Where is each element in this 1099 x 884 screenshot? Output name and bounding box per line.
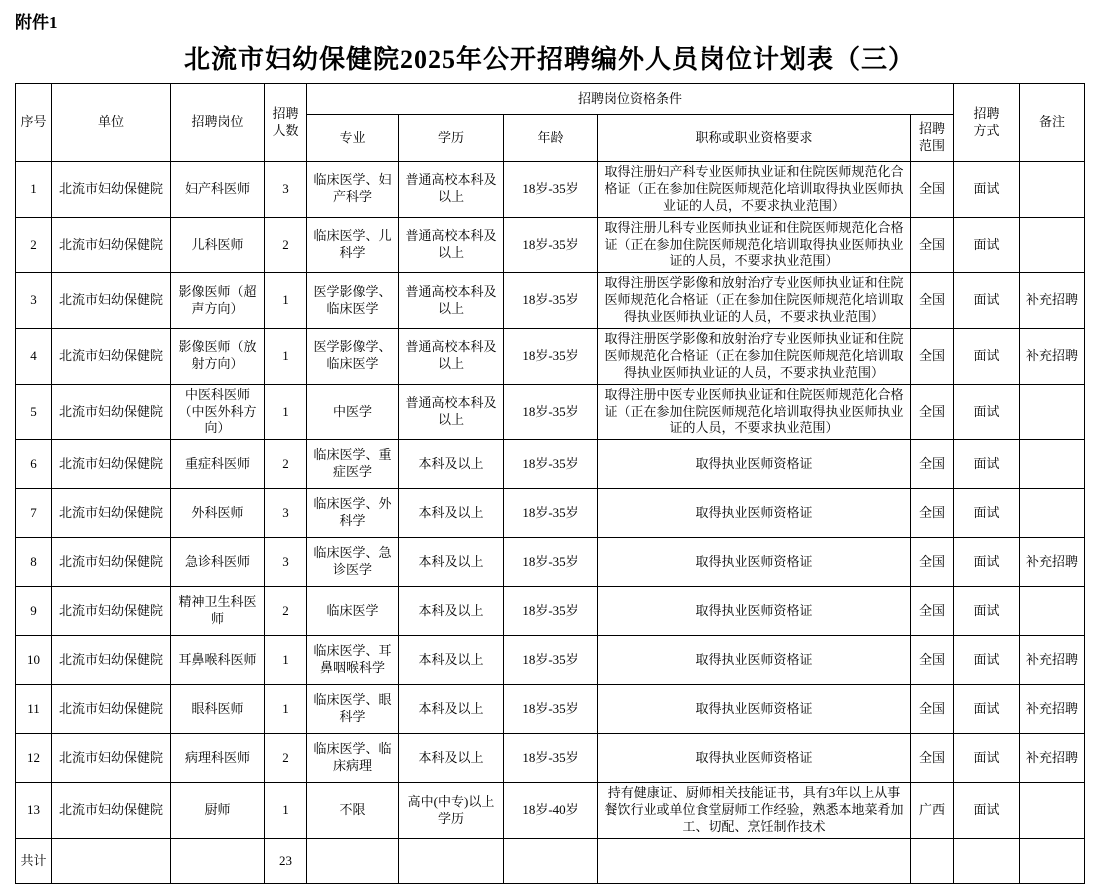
cell-unit: 北流市妇幼保健院 [52,217,171,273]
cell-education: 普通高校本科及以上 [399,217,504,273]
page-title: 北流市妇幼保健院2025年公开招聘编外人员岗位计划表（三） [183,45,915,74]
cell-note: 补充招聘 [1020,685,1085,734]
cell-scope: 全国 [911,162,954,218]
header-scope [911,115,954,162]
cell-age: 18岁-35岁 [504,162,598,218]
table-footer [16,839,1085,884]
total-post-cell [171,839,265,884]
cell-scope: 全国 [911,440,954,489]
table-row [16,162,1085,218]
cell-major: 临床医学、眼科学 [307,685,399,734]
header-method [954,84,1020,162]
cell-serial: 1 [16,162,52,218]
header-count [265,84,307,162]
cell-serial: 11 [16,685,52,734]
header-note: 备注 [1020,84,1085,162]
cell-scope: 全国 [911,636,954,685]
cell-count: 1 [265,384,307,440]
cell-post: 耳鼻喉科医师 [171,636,265,685]
cell-method: 面试 [954,489,1020,538]
cell-education: 本科及以上 [399,636,504,685]
cell-count: 1 [265,273,307,329]
cell-major: 临床医学、耳鼻咽喉科学 [307,636,399,685]
table-row [16,783,1085,839]
cell-serial: 12 [16,734,52,783]
cell-unit: 北流市妇幼保健院 [52,685,171,734]
total-scope-cell [911,839,954,884]
cell-note: 补充招聘 [1020,273,1085,329]
cell-unit: 北流市妇幼保健院 [52,489,171,538]
cell-serial: 4 [16,329,52,385]
table-row [16,734,1085,783]
total-requirement-cell [598,839,911,884]
cell-post: 精神卫生科医师 [171,587,265,636]
cell-education: 本科及以上 [399,489,504,538]
cell-post: 中医科医师（中医外科方向） [171,384,265,440]
header-count-label: 招聘人数 [272,105,299,138]
cell-post: 急诊科医师 [171,538,265,587]
header-row-group [16,84,1085,115]
total-note-cell [1020,839,1085,884]
cell-age: 18岁-40岁 [504,783,598,839]
cell-scope: 广西 [911,783,954,839]
cell-age: 18岁-35岁 [504,587,598,636]
cell-serial: 6 [16,440,52,489]
cell-serial: 7 [16,489,52,538]
cell-unit: 北流市妇幼保健院 [52,440,171,489]
cell-major: 临床医学、重症医学 [307,440,399,489]
cell-requirement: 取得注册儿科专业医师执业证和住院医师规范化合格证（正在参加住院医师规范化培训取得执业医师执业证的人员，不要求执业范围） [598,217,911,273]
cell-scope: 全国 [911,384,954,440]
table-row [16,587,1085,636]
cell-age: 18岁-35岁 [504,489,598,538]
cell-count: 2 [265,587,307,636]
cell-serial: 2 [16,217,52,273]
cell-note [1020,440,1085,489]
cell-post: 病理科医师 [171,734,265,783]
recruitment-plan-table [15,83,1085,884]
header-post: 招聘岗位 [171,84,265,162]
cell-requirement: 取得执业医师资格证 [598,734,911,783]
cell-note [1020,162,1085,218]
total-count-cell: 23 [265,839,307,884]
cell-unit: 北流市妇幼保健院 [52,273,171,329]
cell-age: 18岁-35岁 [504,329,598,385]
table-body [16,162,1085,839]
cell-count: 3 [265,489,307,538]
header-education: 学历 [399,115,504,162]
cell-major: 临床医学 [307,587,399,636]
table-header [16,84,1085,162]
cell-scope: 全国 [911,329,954,385]
total-unit-cell [52,839,171,884]
cell-post: 影像医师（放射方向） [171,329,265,385]
cell-scope: 全国 [911,273,954,329]
total-row [16,839,1085,884]
cell-count: 1 [265,783,307,839]
cell-major: 医学影像学、临床医学 [307,329,399,385]
cell-requirement: 取得执业医师资格证 [598,636,911,685]
cell-requirement: 取得执业医师资格证 [598,587,911,636]
cell-requirement: 取得注册医学影像和放射治疗专业医师执业证和住院医师规范化合格证（正在参加住院医师规范化培训取得执业医师执业证的人员，不要求执业范围） [598,329,911,385]
table-row [16,538,1085,587]
cell-education: 本科及以上 [399,538,504,587]
cell-education: 普通高校本科及以上 [399,329,504,385]
cell-age: 18岁-35岁 [504,734,598,783]
total-method-cell [954,839,1020,884]
cell-age: 18岁-35岁 [504,685,598,734]
cell-scope: 全国 [911,685,954,734]
cell-method: 面试 [954,162,1020,218]
total-age-cell [504,839,598,884]
cell-method: 面试 [954,329,1020,385]
cell-scope: 全国 [911,489,954,538]
cell-requirement: 取得执业医师资格证 [598,489,911,538]
header-major: 专业 [307,115,399,162]
cell-serial: 5 [16,384,52,440]
cell-age: 18岁-35岁 [504,217,598,273]
cell-method: 面试 [954,384,1020,440]
cell-education: 本科及以上 [399,734,504,783]
table-row [16,329,1085,385]
table-row [16,636,1085,685]
cell-major: 临床医学、儿科学 [307,217,399,273]
cell-count: 1 [265,636,307,685]
cell-method: 面试 [954,783,1020,839]
cell-unit: 北流市妇幼保健院 [52,783,171,839]
header-age: 年龄 [504,115,598,162]
cell-requirement: 取得注册医学影像和放射治疗专业医师执业证和住院医师规范化合格证（正在参加住院医师规范化培训取得执业医师执业证的人员，不要求执业范围） [598,273,911,329]
cell-age: 18岁-35岁 [504,384,598,440]
header-unit: 单位 [52,84,171,162]
cell-major: 临床医学、临床病理 [307,734,399,783]
cell-unit: 北流市妇幼保健院 [52,329,171,385]
header-serial: 序号 [16,84,52,162]
cell-method: 面试 [954,685,1020,734]
cell-major: 医学影像学、临床医学 [307,273,399,329]
cell-unit: 北流市妇幼保健院 [52,587,171,636]
table-row [16,685,1085,734]
cell-unit: 北流市妇幼保健院 [52,162,171,218]
cell-note [1020,783,1085,839]
cell-count: 3 [265,162,307,218]
cell-note [1020,489,1085,538]
cell-education: 高中(中专)以上学历 [399,783,504,839]
cell-post: 厨师 [171,783,265,839]
cell-count: 1 [265,329,307,385]
cell-major: 临床医学、妇产科学 [307,162,399,218]
cell-note: 补充招聘 [1020,538,1085,587]
cell-serial: 8 [16,538,52,587]
cell-method: 面试 [954,440,1020,489]
cell-requirement: 取得执业医师资格证 [598,685,911,734]
cell-scope: 全国 [911,734,954,783]
cell-education: 本科及以上 [399,587,504,636]
cell-post: 外科医师 [171,489,265,538]
total-label-cell: 共计 [16,839,52,884]
cell-note [1020,587,1085,636]
cell-serial: 9 [16,587,52,636]
cell-count: 2 [265,440,307,489]
cell-age: 18岁-35岁 [504,538,598,587]
header-qualification-group: 招聘岗位资格条件 [307,84,954,115]
cell-count: 1 [265,685,307,734]
header-requirement: 职称或职业资格要求 [598,115,911,162]
cell-major: 不限 [307,783,399,839]
cell-unit: 北流市妇幼保健院 [52,538,171,587]
cell-post: 儿科医师 [171,217,265,273]
cell-requirement: 持有健康证、厨师相关技能证书，具有3年以上从事餐饮行业或单位食堂厨师工作经验，熟悉本地菜肴加工、切配、烹饪制作技术 [598,783,911,839]
cell-education: 普通高校本科及以上 [399,273,504,329]
attachment-label: 附件1 [15,13,58,32]
cell-post: 影像医师（超声方向） [171,273,265,329]
cell-method: 面试 [954,636,1020,685]
cell-serial: 3 [16,273,52,329]
table-row [16,384,1085,440]
cell-serial: 13 [16,783,52,839]
header-scope-label: 招聘范围 [919,121,946,153]
cell-note [1020,384,1085,440]
cell-age: 18岁-35岁 [504,273,598,329]
table-row [16,273,1085,329]
cell-serial: 10 [16,636,52,685]
cell-method: 面试 [954,734,1020,783]
cell-requirement: 取得执业医师资格证 [598,538,911,587]
cell-education: 本科及以上 [399,440,504,489]
cell-education: 普通高校本科及以上 [399,162,504,218]
cell-note: 补充招聘 [1020,329,1085,385]
cell-post: 妇产科医师 [171,162,265,218]
cell-education: 普通高校本科及以上 [399,384,504,440]
cell-note [1020,217,1085,273]
cell-major: 临床医学、外科学 [307,489,399,538]
cell-note: 补充招聘 [1020,734,1085,783]
cell-requirement: 取得注册中医专业医师执业证和住院医师规范化合格证（正在参加住院医师规范化培训取得执业医师执业证的人员，不要求执业范围） [598,384,911,440]
cell-scope: 全国 [911,587,954,636]
cell-method: 面试 [954,217,1020,273]
cell-scope: 全国 [911,538,954,587]
cell-education: 本科及以上 [399,685,504,734]
cell-note: 补充招聘 [1020,636,1085,685]
cell-method: 面试 [954,587,1020,636]
cell-age: 18岁-35岁 [504,636,598,685]
cell-unit: 北流市妇幼保健院 [52,636,171,685]
cell-post: 重症科医师 [171,440,265,489]
cell-count: 2 [265,734,307,783]
cell-post: 眼科医师 [171,685,265,734]
cell-requirement: 取得执业医师资格证 [598,440,911,489]
cell-unit: 北流市妇幼保健院 [52,734,171,783]
total-major-cell [307,839,399,884]
cell-method: 面试 [954,273,1020,329]
cell-age: 18岁-35岁 [504,440,598,489]
cell-major: 中医学 [307,384,399,440]
cell-requirement: 取得注册妇产科专业医师执业证和住院医师规范化合格证（正在参加住院医师规范化培训取得执业医师执业证的人员，不要求执业范围） [598,162,911,218]
cell-method: 面试 [954,538,1020,587]
cell-count: 3 [265,538,307,587]
table-row [16,217,1085,273]
cell-unit: 北流市妇幼保健院 [52,384,171,440]
cell-major: 临床医学、急诊医学 [307,538,399,587]
cell-count: 2 [265,217,307,273]
table-row [16,440,1085,489]
total-education-cell [399,839,504,884]
cell-scope: 全国 [911,217,954,273]
table-row [16,489,1085,538]
header-method-label: 招聘方式 [973,105,1000,138]
